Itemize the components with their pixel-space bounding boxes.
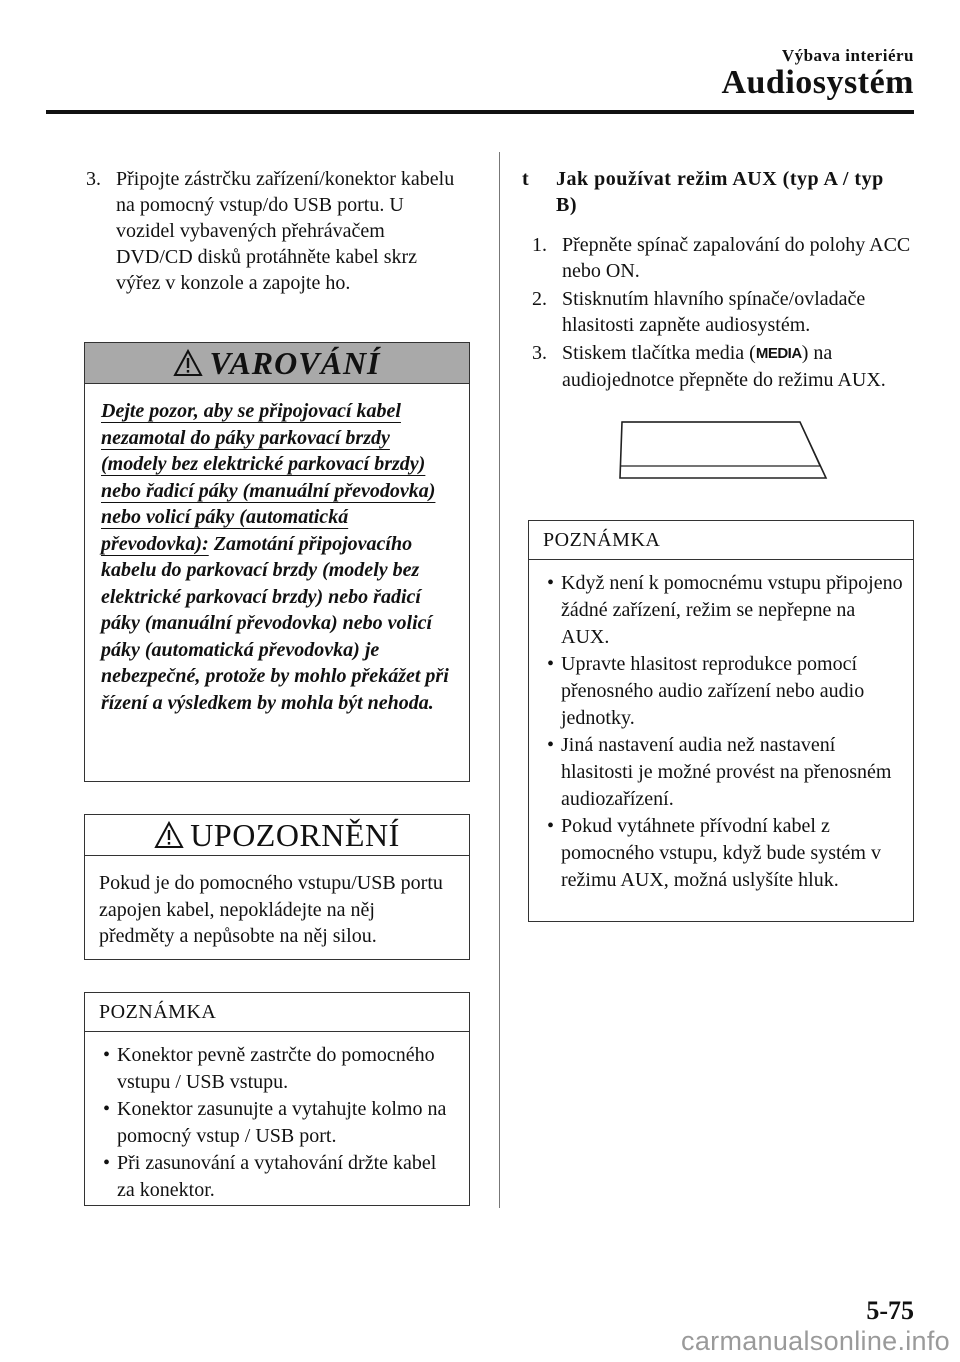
note-item [99,1096,459,1150]
bullet-dot: • [547,653,555,675]
column-divider [499,152,500,1208]
note-item-text: Konektor pevně zastrčte do pomocného vstupu / USB vstupu. [117,1044,435,1093]
step-text-after: ) na audiojednotce přepněte do režimu AUX. [562,342,886,391]
caution-box [84,814,470,960]
warning-title: VAROVÁNÍ [209,344,381,381]
note-list [529,560,913,906]
bullet-dot: • [103,1044,111,1066]
note-item [543,651,903,732]
caution-text: Pokud je do pomocného vstupu/USB portu zapojen kabel, nepokládejte na něj předměty a nepůsobte na něj silou. [99,872,443,947]
step-text-before: Stiskem tlačítka media ( [562,342,756,364]
bullet-dot: • [103,1152,111,1174]
bullet-dot: • [547,734,555,756]
page-title: Audiosystém [721,64,914,101]
note-item [99,1042,459,1096]
note-item [99,1150,459,1204]
step-number: 2. [532,288,547,310]
step-number: 1. [532,234,547,256]
warning-body [85,384,469,730]
step-text [532,340,912,393]
section-heading-aux-mode [522,166,902,218]
step-3-connect [86,166,466,296]
step-2-power-on [532,286,912,338]
note-item-text: Při zasunování a vytahování držte kabel za konektor. [117,1152,437,1201]
note-item-text: Pokud vytáhnete přívodní kabel z pomocného vstupu, když bude systém v režimu AUX, možná uslyšíte hluk. [561,815,881,891]
note-item [543,813,903,894]
step-text: Přepněte spínač zapalování do polohy ACC nebo ON. [562,234,911,282]
note-title: POZNÁMKA [529,521,913,560]
bullet-dot: • [547,572,555,594]
warning-box [84,342,470,782]
page-number: 5-75 [866,1296,914,1325]
media-button-inner-edge [620,422,820,466]
note-item-text: Jiná nastavení audia než nastavení hlasitosti je možné provést na přenosném audiozařízení. [561,734,892,810]
step-number: 3. [532,342,547,364]
media-button-outline [620,422,826,478]
step-3-media [532,340,912,393]
note-item [543,570,903,651]
caution-header [85,815,469,856]
bullet-dot: • [103,1098,111,1120]
bullet-dot: • [547,815,555,837]
media-button-illustration [608,418,832,498]
note-box-right [528,520,914,922]
step-text: Stisknutím hlavního spínače/ovladače hlasitosti zapněte audiosystém. [562,288,866,336]
media-inline-label: MEDIA [755,345,802,362]
section-heading-text: Jak používat režim AUX (typ A / typ B) [556,168,884,216]
warning-header [85,343,469,384]
warning-triangle-icon [173,349,203,377]
note-box-left [84,992,470,1206]
section-subtitle: Výbava interiéru [781,46,914,65]
warning-text: Zamotání připojovacího kabelu do parkovací brzdy (modely bez elektrické parkovací brzdy) nebo řadicí páky (manuální převodovka) nebo volicí páky (automatická převodovka) je nebezpečné, protože by mohlo překážet při řízení a výsledkem by mohla být nehoda. [101,532,449,714]
watermark: carmanualsonline.info [681,1326,950,1356]
note-item-text: Když není k pomocnému vstupu připojeno žádné zařízení, režim se nepřepne na AUX. [561,572,903,648]
step-number: 3. [86,168,101,190]
step-1-ignition [532,232,912,284]
note-list [85,1032,469,1216]
note-item-text: Konektor zasunujte a vytahujte kolmo na pomocný vstup / USB port. [117,1098,447,1147]
warning-triangle-icon [154,821,184,849]
header-rule [46,110,914,114]
note-item-text: Upravte hlasitost reprodukce pomocí přenosného audio zařízení nebo audio jednotky. [561,653,865,729]
caution-title: UPOZORNĚNÍ [190,816,400,853]
warning-underlined-text: Dejte pozor, aby se připojovací kabel nezamotal do páky parkovací brzdy (modely bez elektrické parkovací brzdy) nebo řadicí páky (manuální převodovka) nebo volicí páky (automatická převodovka): [101,400,436,555]
note-item [543,732,903,813]
step-text: Připojte zástrčku zařízení/konektor kabelu na pomocný vstup/do USB portu. U vozidel vybavených přehrávačem DVD/CD disků protáhněte kabel skrz výřez v konzole a zapojte ho. [116,168,455,294]
section-marker: t [522,168,530,190]
note-title: POZNÁMKA [85,993,469,1032]
